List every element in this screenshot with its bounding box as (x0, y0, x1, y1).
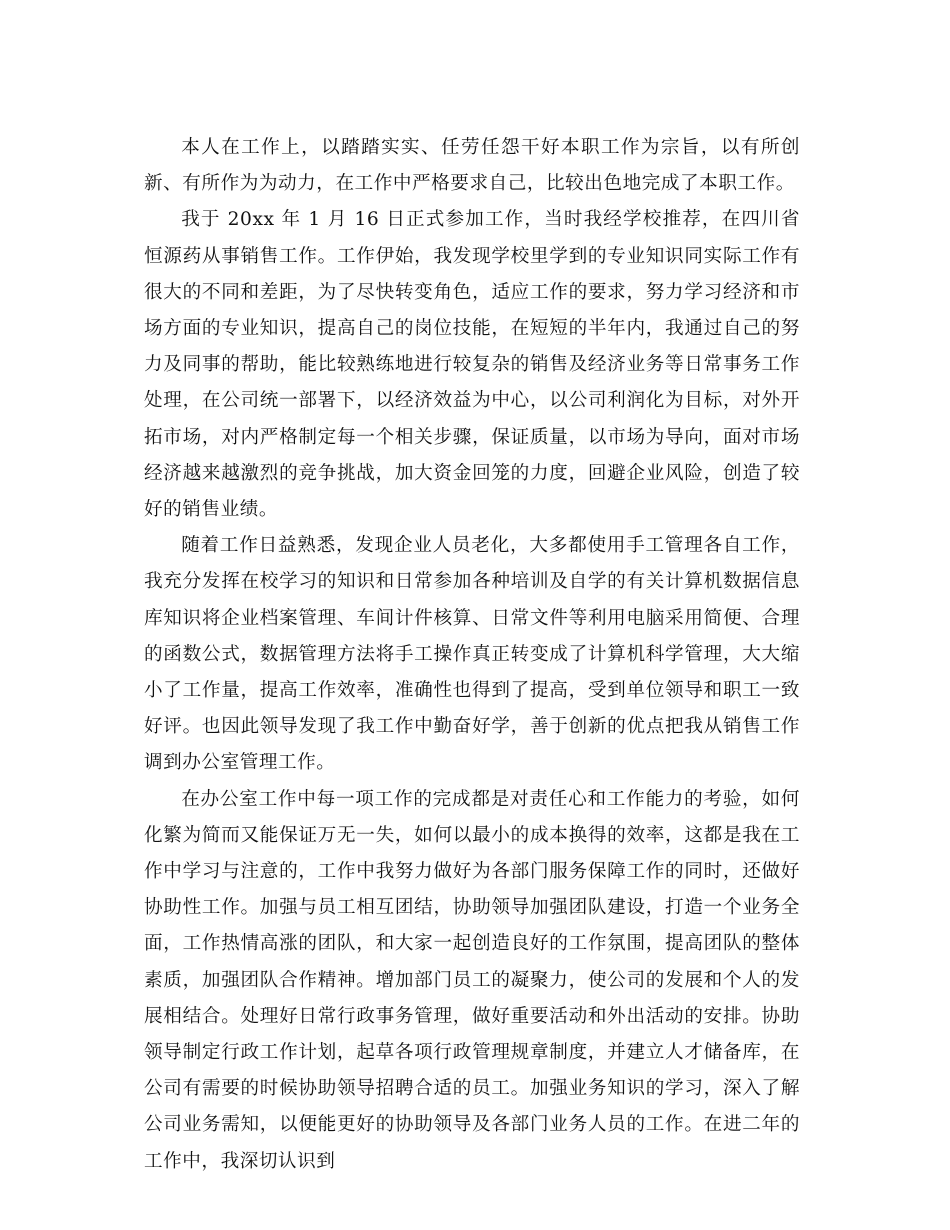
paragraph-computer-management: 随着工作日益熟悉，发现企业人员老化，大多都使用手工管理各自工作，我充分发挥在校学习的知识和日常参加各种培训及自学的有关计算机数据信息库知识将企业档案管理、车间计件核算、日常文件等利用电脑采用简便、合理的函数公式，数据管理方法将手工操作真正转变成了计算机科学管理，大大缩小了工作量，提高工作效率，准确性也得到了提高，受到单位领导和职工一致好评。也因此领导发现了我工作中勤奋好学，善于创新的优点把我从销售工作调到办公室管理工作。 (144, 535, 800, 774)
document-body (144, 130, 800, 1180)
paragraph-office-work: 在办公室工作中每一项工作的完成都是对责任心和工作能力的考验，如何化繁为简而又能保证万无一失，如何以最小的成本换得的效率，这都是我在工作中学习与注意的，工作中我努力做好为各部门服务保障工作的同时，还做好协助性工作。加强与员工相互团结，协助领导加强团队建设，打造一个业务全面，工作热情高涨的团队，和大家一起创造良好的工作氛围，提高团队的整体素质，加强团队合作精神。增加部门员工的凝聚力，使公司的发展和个人的发展相结合。处理好日常行政事务管理，做好重要活动和外出活动的安排。协助领导制定行政工作计划，起草各项行政管理规章制度，并建立人才储备库，在公司有需要的时候协助领导招聘合适的员工。加强业务知识的学习，深入了解公司业务需知，以便能更好的协助领导及各部门业务人员的工作。在进二年的工作中，我深切认识到 (144, 788, 800, 1172)
paragraph-work-attitude: 本人在工作上，以踏踏实实、任劳任怨干好本职工作为宗旨，以有所创新、有所作为为动力，在工作中严格要求自己，比较出色地完成了本职工作。 (144, 137, 800, 195)
paragraph-sales-work: 我于 20xx 年 1 月 16 日正式参加工作，当时我经学校推荐，在四川省恒源药从事销售工作。工作伊始，我发现学校里学到的专业知识同实际工作有很大的不同和差距，为了尽快转变角色，适应工作的要求，努力学习经济和市场方面的专业知识，提高自己的岗位技能，在短短的半年内，我通过自己的努力及同事的帮助，能比较熟练地进行较复杂的销售及经济业务等日常事务工作处理，在公司统一部署下，以经济效益为中心，以公司利润化为目标，对外开拓市场，对内严格制定每一个相关步骤，保证质量，以市场为导向，面对市场经济越来越激烈的竞争挑战，加大资金回笼的力度，回避企业风险，创造了较好的销售业绩。 (144, 209, 800, 521)
